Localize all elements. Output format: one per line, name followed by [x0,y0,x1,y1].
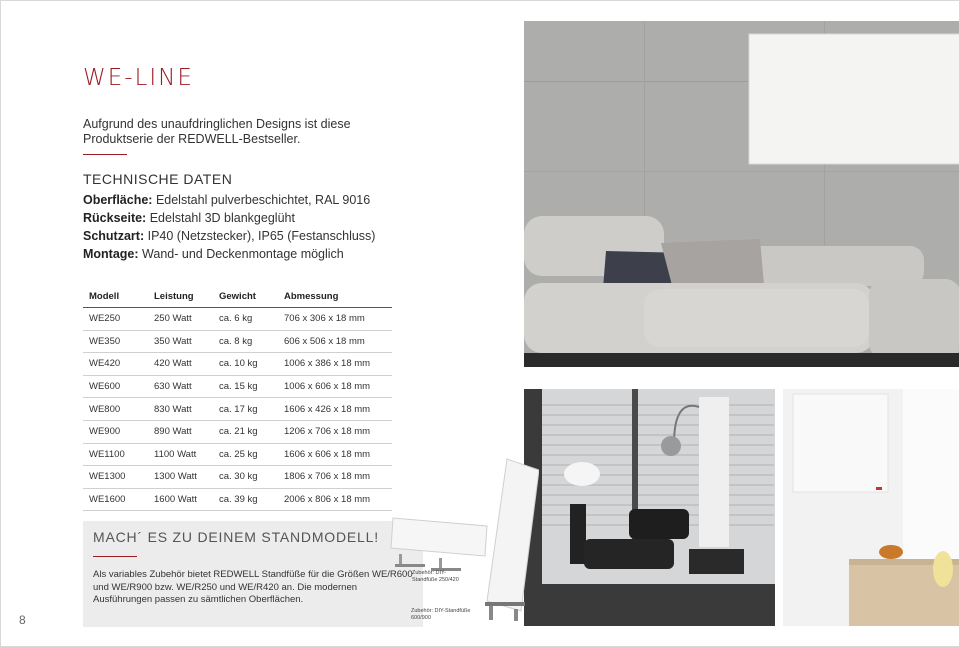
sofa-illustration [524,21,960,367]
spec-key: Schutzart: [83,229,145,243]
cell-weight: ca. 39 kg [213,488,278,511]
table-row [83,488,392,511]
spec-row-surface [83,191,375,209]
cell-weight: ca. 21 kg [213,420,278,443]
cell-dimensions: 1806 x 706 x 18 mm [278,466,392,489]
cell-dimensions: 1006 x 606 x 18 mm [278,375,392,398]
stand-heater-illustration [389,456,539,626]
spec-value: Edelstahl 3D blankgeglüht [146,211,295,225]
column-header-weight: Gewicht [213,288,278,308]
cell-power: 350 Watt [148,330,213,353]
cell-model: WE420 [83,353,148,376]
cell-dimensions: 2006 x 806 x 18 mm [278,488,392,511]
cell-model: WE1600 [83,488,148,511]
table-row [83,353,392,376]
cell-dimensions: 1606 x 606 x 18 mm [278,443,392,466]
cell-model: WE1300 [83,466,148,489]
cell-power: 1600 Watt [148,488,213,511]
promo-heading: MACH´ ES ZU DEINEM STANDMODELL! [93,529,379,545]
intro-text: Aufgrund des unaufdringlichen Designs ist diese Produktserie der REDWELL-Bestseller. [83,117,351,146]
spec-key: Oberfläche: [83,193,153,207]
cell-weight: ca. 30 kg [213,466,278,489]
cell-weight: ca. 17 kg [213,398,278,421]
cell-model: WE600 [83,375,148,398]
table-row [83,398,392,421]
table-row [83,330,392,353]
cell-dimensions: 1206 x 706 x 18 mm [278,420,392,443]
spec-value: Edelstahl pulverbeschichtet, RAL 9016 [152,193,371,207]
cell-dimensions: 706 x 306 x 18 mm [278,308,392,331]
page-title: WE-LINE [83,65,194,91]
spec-row-back [83,209,375,227]
column-header-dimensions: Abmessung [278,288,392,308]
spec-key: Rückseite: [83,211,147,225]
cell-model: WE350 [83,330,148,353]
cell-power: 420 Watt [148,353,213,376]
cell-dimensions: 606 x 506 x 18 mm [278,330,392,353]
spec-key: Montage: [83,247,139,261]
lounge-photo [524,389,775,626]
cell-weight: ca. 8 kg [213,330,278,353]
cell-power: 890 Watt [148,420,213,443]
cell-dimensions: 1606 x 426 x 18 mm [278,398,392,421]
cell-power: 1300 Watt [148,466,213,489]
column-header-power: Leistung [148,288,213,308]
table-row [83,420,392,443]
cell-model: WE250 [83,308,148,331]
page-number: 8 [19,613,26,627]
room-photo [783,389,960,626]
cell-power: 250 Watt [148,308,213,331]
spec-list [83,191,375,263]
table-row [83,443,392,466]
cell-weight: ca. 15 kg [213,375,278,398]
cell-dimensions: 1006 x 386 x 18 mm [278,353,392,376]
table-row [83,375,392,398]
table-header-row [83,288,392,308]
spec-value: Wand- und Deckenmontage möglich [138,247,344,261]
table-row [83,466,392,489]
cell-power: 630 Watt [148,375,213,398]
cell-weight: ca. 10 kg [213,353,278,376]
cell-model: WE900 [83,420,148,443]
cell-weight: ca. 25 kg [213,443,278,466]
lounge-illustration [524,389,775,626]
spec-row-protection [83,227,375,245]
standmodel-promo-box [83,521,423,627]
cell-weight: ca. 6 kg [213,308,278,331]
spec-value: IP40 (Netzstecker), IP65 (Festanschluss) [144,229,376,243]
table-row [83,308,392,331]
caption-stand-600-900: Zubehör: DIY-Standfüße 600/900 [411,608,471,621]
stand-heater-photo [389,456,539,626]
cell-power: 830 Watt [148,398,213,421]
room-illustration [783,389,960,626]
tech-data-heading: TECHNISCHE DATEN [83,171,233,187]
model-table [83,288,392,511]
caption-stand-250-420: Zubehör: DIY-Standfüße 250/420 [412,570,459,583]
cell-power: 1100 Watt [148,443,213,466]
accent-divider [83,154,127,155]
promo-text: Als variables Zubehör bietet REDWELL Standfüße für die Größen WE/R600 und WE/R900 bzw. WE/R250 und WE/R420 an. Die modernen Ausführungen passen zu sämtlichen Oberflächen. [93,569,413,605]
cell-model: WE1100 [83,443,148,466]
accent-divider [93,556,137,557]
column-header-model: Modell [83,288,148,308]
cell-model: WE800 [83,398,148,421]
spec-row-mounting [83,245,375,263]
sofa-photo [524,21,960,367]
